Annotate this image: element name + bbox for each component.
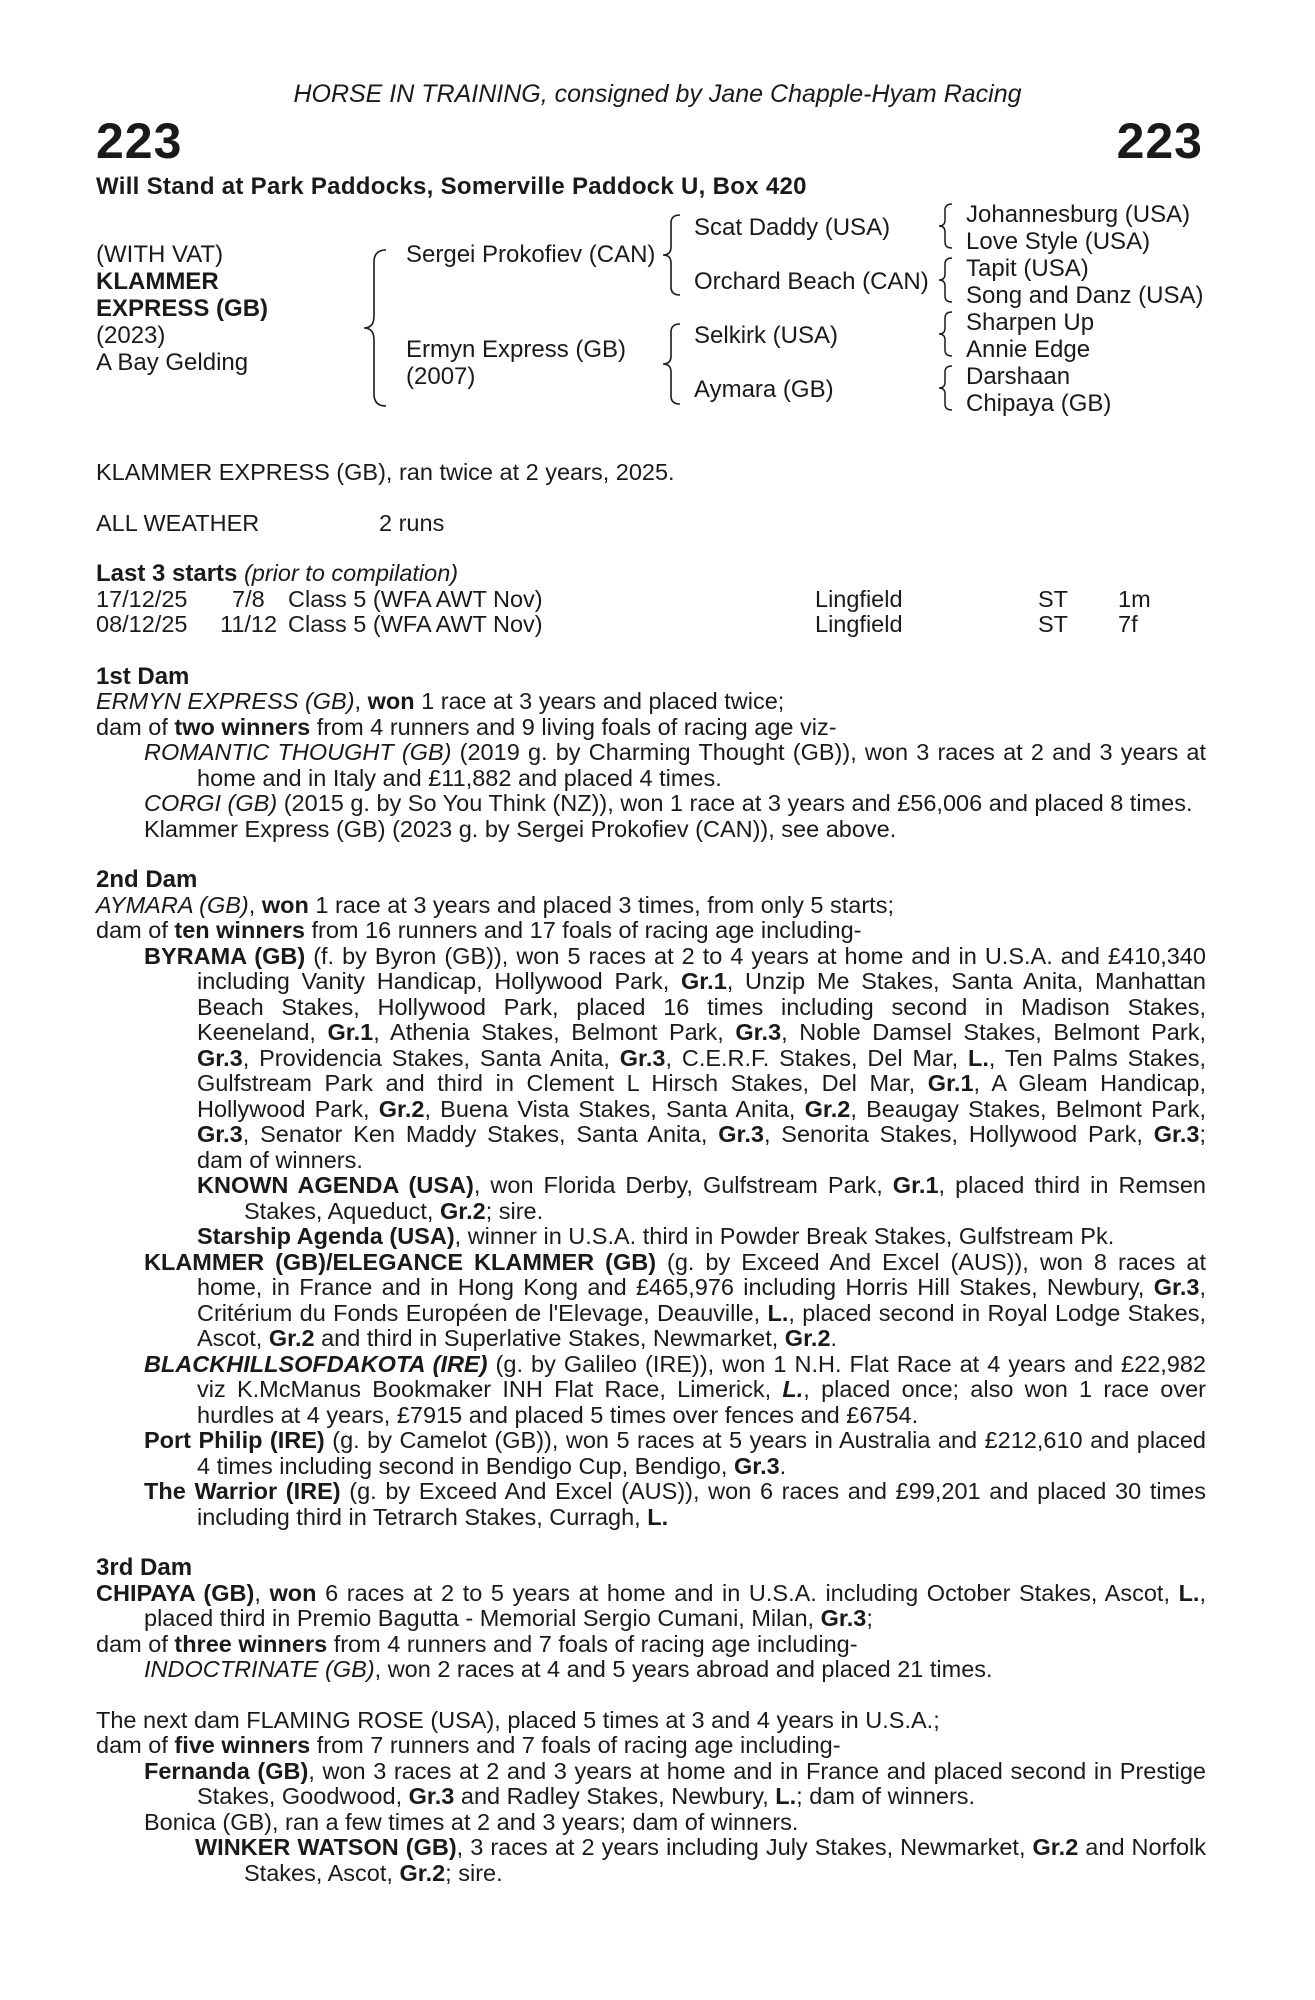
ggp-4: Song and Danz (USA)	[966, 282, 1204, 309]
horse-year: (2023)	[96, 322, 166, 349]
ggp-7: Darshaan	[966, 363, 1071, 390]
surface-record	[96, 511, 1206, 537]
produce-known-agenda: KNOWN AGENDA (USA), won Florida Derby, Gulfstream Park, Gr.1, placed third in Remsen Stakes, Aqueduct, Gr.2; sire.	[197, 1172, 1206, 1224]
produce-indoctrinate: INDOCTRINATE (GB), won 2 races at 4 and 5 years abroad and placed 21 times.	[144, 1656, 993, 1682]
ggp-1: Johannesburg (USA)	[966, 201, 1191, 228]
next-dam-produce: dam of five winners from 7 runners and 7 foals of racing age including-	[96, 1732, 841, 1758]
start-going: ST	[1038, 611, 1069, 637]
ggp-brace-1	[936, 202, 956, 250]
start-date: 17/12/25	[96, 585, 188, 612]
sire-dam: Orchard Beach (CAN)	[694, 268, 929, 295]
ggp-6: Annie Edge	[966, 336, 1091, 363]
ggp-2: Love Style (USA)	[966, 228, 1151, 255]
first-dam-produce: dam of two winners from 4 runners and 9 living foals of racing age viz-	[96, 713, 837, 740]
dam-sire: Selkirk (USA)	[694, 322, 839, 349]
first-dam-text: ERMYN EXPRESS (GB), won 1 race at 3 years and placed twice;	[96, 688, 785, 714]
horse-name-line2: EXPRESS (GB)	[96, 295, 269, 322]
stand-location: Will Stand at Park Paddocks, Somerville Paddock U, Box 420	[96, 173, 807, 200]
second-dam-produce: dam of ten winners from 16 runners and 17 foals of racing age including-	[96, 917, 862, 943]
produce-blackhillsofdakota: BLACKHILLSOFDAKOTA (IRE) (g. by Galileo (IRE)), won 1 N.H. Flat Race at 4 years and £22,982 viz K.McManus Bookmaker INH Flat Race, Limerick, L., placed once; also won 1 race over hurdles at 4 years, £7915 and placed 5 times over fences and £6754.	[144, 1350, 1206, 1428]
produce-klammer: KLAMMER (GB)/ELEGANCE KLAMMER (GB) (g. by Exceed And Excel (AUS)), won 8 races at home, in France and in Hong Kong and £465,976 including Horris Hill Stakes, Newbury, Gr.3, Critérium du Fonds Européen de l'Elevage, Deauville, L., placed second in Royal Lodge Stakes, Ascot, Gr.2 and third in Superlative Stakes, Newmarket, Gr.2.	[144, 1248, 1206, 1351]
last-starts-note: (prior to compilation)	[243, 560, 459, 586]
second-dam-heading: 2nd Dam	[96, 866, 198, 893]
produce-winker-watson: WINKER WATSON (GB), 3 races at 2 years including July Stakes, Newmarket, Gr.2 and Norfolk Stakes, Ascot, Gr.2; sire.	[195, 1834, 1206, 1886]
dam-dam: Aymara (GB)	[694, 376, 834, 403]
produce-fernanda: Fernanda (GB), won 3 races at 2 and 3 years at home and in France and placed second in Prestige Stakes, Goodwood, Gr.3 and Radley Stakes, Newbury, L.; dam of winners.	[144, 1757, 1206, 1809]
pedigree-main-brace	[360, 248, 390, 408]
lot-number-right: 223	[1116, 113, 1203, 169]
last-starts-title: Last 3 starts	[96, 560, 238, 587]
ggp-brace-2	[936, 256, 956, 304]
consignment-header: HORSE IN TRAINING, consigned by Jane Chapple-Hyam Racing	[293, 80, 1022, 108]
ggp-8: Chipaya (GB)	[966, 390, 1112, 417]
ggp-3: Tapit (USA)	[966, 255, 1089, 282]
produce-starship-agenda: Starship Agenda (USA), winner in U.S.A. third in Powder Break Stakes, Gulfstream Pk.	[197, 1223, 1115, 1249]
catalogue-body	[96, 460, 1206, 1886]
last-starts-heading	[96, 561, 1206, 587]
produce-corgi: CORGI (GB) (2015 g. by So You Think (NZ)), won 1 race at 3 years and £56,006 and placed 8 times.	[144, 790, 1193, 816]
first-dam-heading: 1st Dam	[96, 662, 190, 690]
start-going: ST	[1038, 585, 1069, 612]
lot-number-left: 223	[96, 113, 183, 169]
dam-year: (2007)	[406, 363, 476, 390]
produce-klammer-express: Klammer Express (GB) (2023 g. by Sergei Prokofiev (CAN)), see above.	[144, 815, 897, 842]
ggp-brace-4	[936, 364, 956, 412]
third-dam-heading: 3rd Dam	[96, 1554, 193, 1581]
ggp-5: Sharpen Up	[966, 309, 1095, 336]
start-distance: 1m	[1118, 585, 1151, 612]
last-starts-table	[96, 587, 1206, 639]
vat-note: (WITH VAT)	[96, 241, 224, 268]
race-record-summary: KLAMMER EXPRESS (GB), ran twice at 2 years, 2025.	[96, 459, 675, 485]
horse-name-line1: KLAMMER	[96, 268, 219, 295]
produce-bonica: Bonica (GB), ran a few times at 2 and 3 years; dam of winners.	[144, 1808, 799, 1835]
sire: Sergei Prokofiev (CAN)	[406, 241, 656, 268]
pedigree-sire-brace	[660, 213, 684, 297]
ggp-brace-3	[936, 310, 956, 358]
produce-the-warrior: The Warrior (IRE) (g. by Exceed And Excel (AUS)), won 6 races and £99,201 and placed 30 times including third in Tetrarch Stakes, Curragh, L.	[144, 1478, 1206, 1530]
produce-byrama: BYRAMA (GB) (f. by Byron (GB)), won 5 races at 2 to 4 years at home and in U.S.A. and £410,340 including Vanity Handicap, Hollywood Park, Gr.1, Unzip Me Stakes, Santa Anita, Manhattan Beach Stakes, Hollywood Park, placed 16 times including second in Madison Stakes, Keeneland, Gr.1, Athenia Stakes, Belmont Park, Gr.3, Noble Damsel Stakes, Belmont Park, Gr.3, Providencia Stakes, Santa Anita, Gr.3, C.E.R.F. Stakes, Del Mar, L., Ten Palms Stakes, Gulfstream Park and third in Clement L Hirsch Stakes, Del Mar, Gr.1, A Gleam Handicap, Hollywood Park, Gr.2, Buena Vista Stakes, Santa Anita, Gr.2, Beaugay Stakes, Belmont Park, Gr.3, Senator Ken Maddy Stakes, Santa Anita, Gr.3, Senorita Stakes, Hollywood Park, Gr.3; dam of winners.	[144, 942, 1207, 1173]
surface-label: ALL WEATHER	[96, 509, 260, 536]
dam: Ermyn Express (GB)	[406, 336, 627, 363]
third-dam-text: CHIPAYA (GB), won 6 races at 2 to 5 years at home and in U.S.A. including October Stakes, Ascot, L., placed third in Premio Bagutta - Memorial Sergio Cumani, Milan, Gr.3;	[96, 1579, 1206, 1631]
surface-runs: 2 runs	[379, 509, 445, 536]
start-course: Lingfield	[815, 611, 903, 637]
second-dam-text: AYMARA (GB), won 1 race at 3 years and placed 3 times, from only 5 starts;	[96, 891, 894, 918]
start-class: Class 5 (WFA AWT Nov)	[288, 611, 543, 637]
horse-description: A Bay Gelding	[96, 349, 249, 376]
produce-romantic-thought: ROMANTIC THOUGHT (GB) (2019 g. by Charming Thought (GB)), won 3 races at 2 and 3 years at home and in Italy and £11,882 and placed 4 times.	[144, 739, 1206, 791]
pedigree-dam-brace	[660, 322, 684, 406]
start-date: 08/12/25	[96, 611, 188, 637]
start-distance: 7f	[1118, 611, 1138, 637]
start-position: 7/8	[232, 585, 265, 612]
sire-sire: Scat Daddy (USA)	[694, 214, 891, 241]
start-class: Class 5 (WFA AWT Nov)	[288, 585, 543, 612]
start-course: Lingfield	[815, 585, 903, 612]
third-dam-produce: dam of three winners from 4 runners and 7 foals of racing age including-	[96, 1630, 858, 1657]
next-dam-text: The next dam FLAMING ROSE (USA), placed 5 times at 3 and 4 years in U.S.A.;	[96, 1706, 940, 1733]
start-position: 11/12	[220, 611, 278, 637]
produce-port-philip: Port Philip (IRE) (g. by Camelot (GB)), won 5 races at 5 years in Australia and £212,610 and placed 4 times including second in Bendigo Cup, Bendigo, Gr.3.	[144, 1427, 1207, 1479]
